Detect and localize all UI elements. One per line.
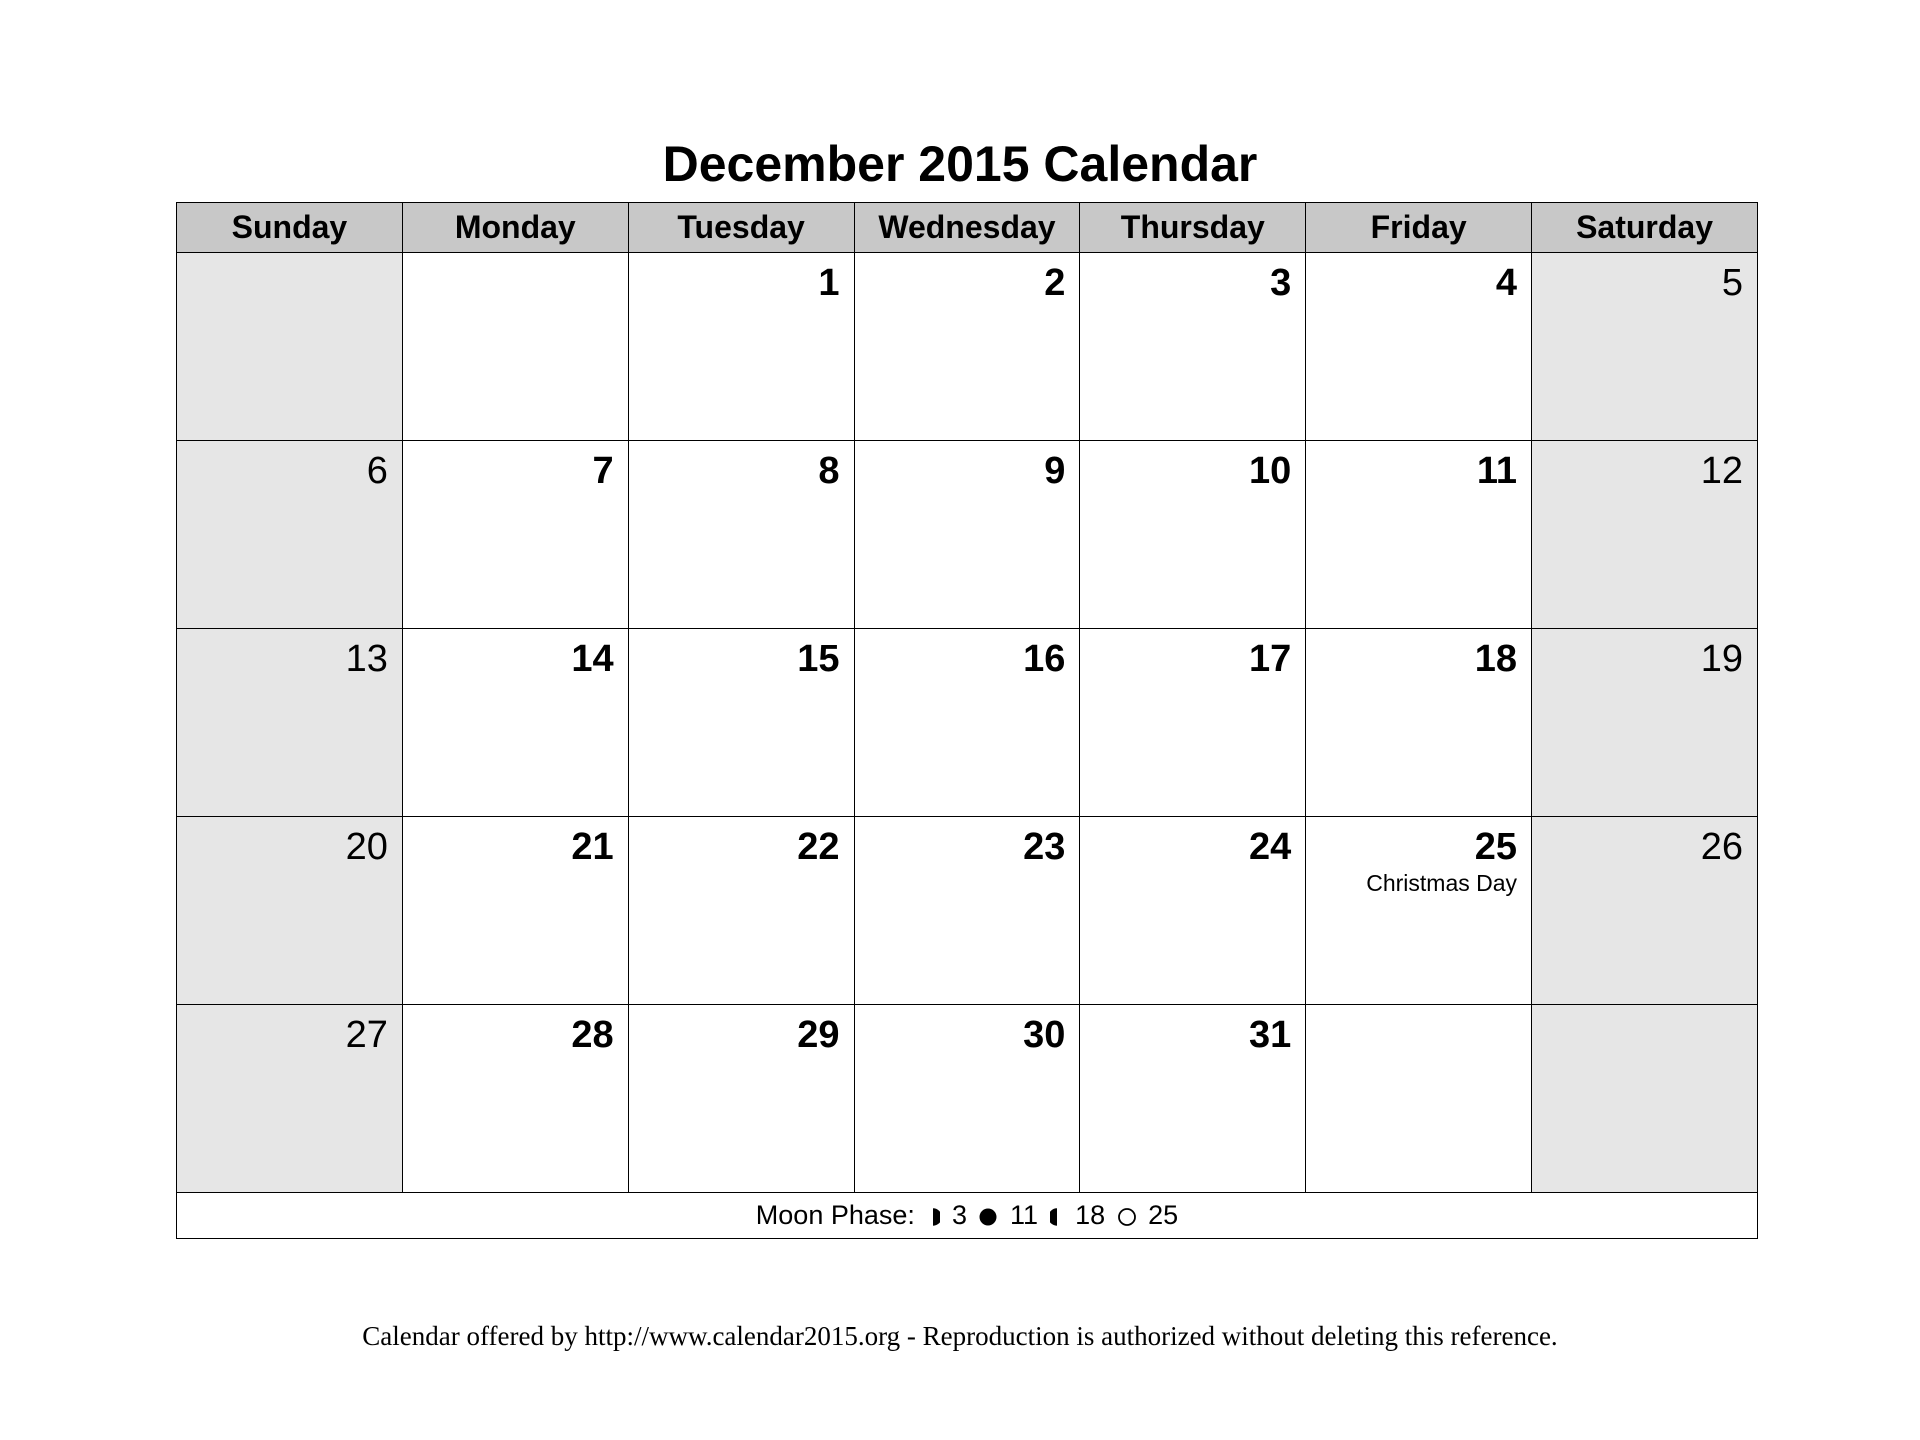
day-number: 17 [1248,638,1292,680]
week-row [177,441,1758,629]
empty-day-cell [177,253,403,441]
day-cell [854,629,1080,817]
weekday-header-sunday: Sunday [177,203,403,253]
day-cell [177,1005,403,1193]
weekday-header-row [177,203,1758,253]
day-number [1306,1005,1531,1055]
day-cell [402,1005,628,1193]
day-cell [177,441,403,629]
footer-credit: Calendar offered by http://www.calendar2015.org - Reproduction is authorized without deleting this reference. [362,1321,1558,1351]
first-quarter-moon-icon [926,1207,940,1227]
calendar-grid [176,202,1758,1239]
day-cell [1080,253,1306,441]
empty-day-cell [1532,1005,1758,1193]
weekday-header-thursday: Thursday [1080,203,1306,253]
day-number: 20 [345,826,388,868]
day-number: 18 [1474,638,1518,680]
day-number: 13 [345,638,388,680]
day-number: 9 [1044,450,1066,492]
day-number: 26 [1700,826,1743,868]
day-cell [854,817,1080,1005]
holiday-label: Christmas Day [1366,870,1518,896]
empty-day-cell [402,253,628,441]
day-number: 2 [1044,262,1066,304]
day-number: 11 [1476,450,1518,492]
day-number: 31 [1248,1014,1292,1056]
day-number: 8 [818,450,840,492]
empty-day-cell [1306,1005,1532,1193]
day-cell [177,629,403,817]
week-row [177,253,1758,441]
day-cell [402,441,628,629]
day-cell [628,817,854,1005]
moon-phase-row [177,1193,1758,1239]
day-number: 22 [797,826,840,868]
week-row [177,1005,1758,1193]
day-number: 21 [571,826,614,868]
day-cell [1306,441,1532,629]
day-number: 27 [345,1014,388,1056]
week-row [177,629,1758,817]
weekday-header-wednesday: Wednesday [854,203,1080,253]
moon-phase-cell [177,1193,1758,1239]
moon-phase-day: 18 [1075,1200,1106,1230]
day-cell [1080,1005,1306,1193]
day-number: 28 [571,1014,614,1056]
calendar-title: December 2015 Calendar [662,136,1258,192]
day-cell [1532,629,1758,817]
day-cell [1306,817,1532,1005]
weekday-header-tuesday: Tuesday [628,203,854,253]
week-row [177,817,1758,1005]
day-number [177,253,402,303]
weekday-header-friday: Friday [1306,203,1532,253]
day-number: 6 [366,450,388,492]
day-number: 15 [797,638,840,680]
day-number: 7 [592,450,614,492]
day-number: 25 [1474,826,1518,868]
day-cell [1532,253,1758,441]
new-moon-icon [978,1207,998,1227]
day-number [403,253,628,303]
moon-phase-day: 11 [1010,1200,1039,1230]
day-cell [177,817,403,1005]
day-number: 30 [1023,1014,1066,1056]
day-number: 19 [1700,638,1743,680]
day-number: 1 [818,262,840,304]
day-number: 16 [1023,638,1066,680]
day-cell [1080,817,1306,1005]
day-number: 23 [1023,826,1066,868]
day-cell [1080,441,1306,629]
day-number: 5 [1721,262,1743,304]
weekday-header-saturday: Saturday [1532,203,1758,253]
moon-phase-label: Moon Phase: [755,1200,915,1230]
day-cell [628,253,854,441]
day-cell [402,629,628,817]
full-moon-icon [1117,1207,1137,1227]
moon-phase-day: 25 [1148,1200,1179,1230]
day-cell [628,441,854,629]
day-number: 12 [1700,450,1743,492]
day-cell [628,1005,854,1193]
day-number [1532,1005,1757,1055]
day-number: 24 [1248,826,1292,868]
weekday-header-monday: Monday [402,203,628,253]
day-number: 14 [571,638,614,680]
day-number: 29 [797,1014,840,1056]
day-number: 4 [1495,262,1518,304]
day-cell [628,629,854,817]
day-cell [854,253,1080,441]
day-cell [1532,441,1758,629]
last-quarter-moon-icon [1050,1207,1064,1227]
day-cell [402,817,628,1005]
day-cell [1306,629,1532,817]
day-number: 10 [1248,450,1292,492]
day-cell [854,441,1080,629]
day-cell [854,1005,1080,1193]
day-cell [1306,253,1532,441]
day-number: 3 [1270,262,1292,304]
day-cell [1080,629,1306,817]
day-cell [1532,817,1758,1005]
moon-phase-day: 3 [951,1200,967,1230]
